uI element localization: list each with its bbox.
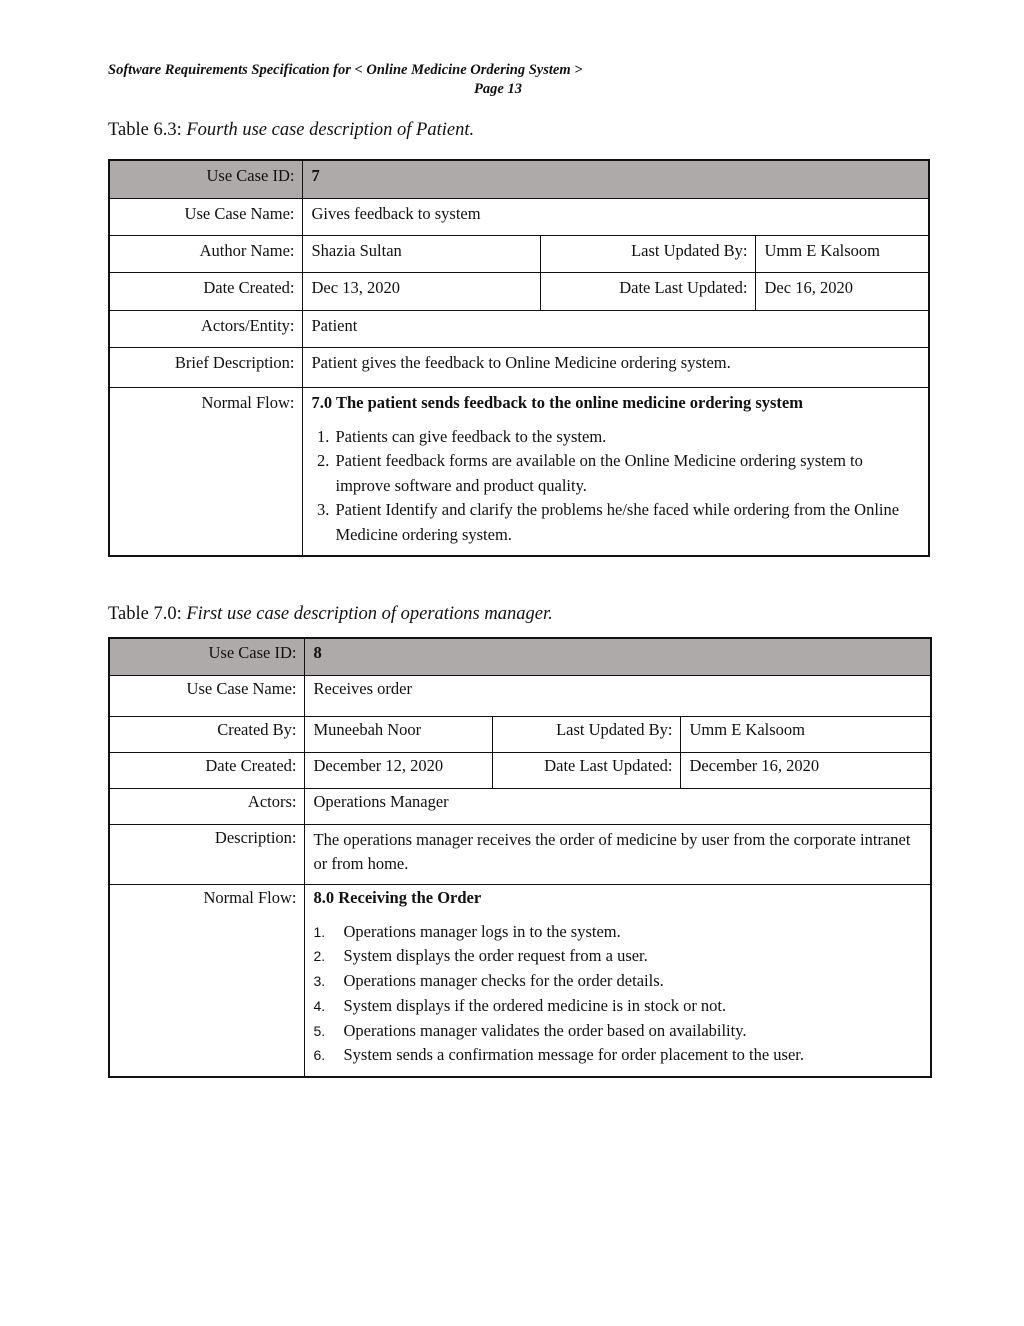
step-number: 6. [313,1047,326,1064]
table-row [109,638,931,675]
step-text: System sends a confirmation message for order placement to the user. [343,1045,804,1065]
date-last-updated-label: Date Last Updated: [540,272,755,310]
normal-flow-content [304,884,931,1077]
list-item: 1. Patients can give feedback to the system. [334,425,920,450]
table-row [109,272,929,310]
description-value: The operations manager receives the order of medicine by user from the corporate intranet or from home. [304,824,931,884]
use-case-name-label: Use Case Name: [109,675,304,716]
list-item [314,1019,922,1044]
use-case-id-value: 7 [302,160,929,198]
use-case-name-label: Use Case Name: [109,198,302,235]
list-item [314,920,922,945]
use-case-name-value: Receives order [304,675,931,716]
last-updated-by-value: Umm E Kalsoom [680,716,931,752]
use-case-id-value: 8 [304,638,931,675]
step-text: Operations manager checks for the order details. [343,971,664,991]
actors-value: Patient [302,310,929,347]
table-row [109,198,929,235]
step-text: System displays if the ordered medicine is in stock or not. [343,995,727,1015]
brief-description-label: Brief Description: [109,347,302,387]
actors-label: Actors/Entity: [109,310,302,347]
created-by-value: Muneebah Noor [304,716,492,752]
date-last-updated-value: Dec 16, 2020 [755,272,929,310]
list-item [314,944,922,969]
table2-caption-prefix: Table 7.0: [108,604,187,624]
document-title: Software Requirements Specification for < Online Medicine Ordering System > [108,62,583,78]
flow-steps-list [314,920,922,1069]
last-updated-by-label: Last Updated By: [492,716,680,752]
table-row [109,347,929,387]
table-row [109,675,931,716]
step-number: 2. [313,948,326,965]
list-item [314,1043,922,1068]
date-last-updated-label: Date Last Updated: [492,752,680,788]
last-updated-by-value: Umm E Kalsoom [755,235,929,272]
page-number: Page 13 [474,81,522,97]
table-row [109,387,929,556]
step-text: System displays the order request from a user. [343,946,648,966]
normal-flow-label: Normal Flow: [109,884,304,1077]
date-created-label: Date Created: [109,752,304,788]
brief-description-value: Patient gives the feedback to Online Medicine ordering system. [302,347,929,387]
step-number: 5. [313,1022,326,1039]
table-row [109,884,931,1077]
step-number: 4. [313,997,326,1014]
table-row [109,788,931,824]
created-by-label: Created By: [109,716,304,752]
table-row [109,310,929,347]
step-text: Operations manager validates the order based on availability. [343,1020,747,1040]
table-row [109,235,929,272]
table2-caption-text: First use case description of operations manager. [186,604,553,624]
flow-steps-list [312,425,920,548]
normal-flow-content [302,387,929,556]
normal-flow-title: 7.0 The patient sends feedback to the online medicine ordering system [311,392,803,412]
normal-flow-title: 8.0 Receiving the Order [313,887,482,907]
use-case-table-8 [108,637,932,1078]
use-case-id-label: Use Case ID: [109,160,302,198]
list-item [314,994,922,1019]
date-created-label: Date Created: [109,272,302,310]
table-row [109,716,931,752]
use-case-table-7 [108,159,930,557]
table1-caption-prefix: Table 6.3: [108,120,187,140]
table-row [109,752,931,788]
step-text: Operations manager logs in to the system. [343,921,621,941]
last-updated-by-label: Last Updated By: [540,235,755,272]
author-value: Shazia Sultan [302,235,540,272]
list-item: 2. Patient feedback forms are available on the Online Medicine ordering system to improve software and product quality. [334,449,920,498]
date-created-value: Dec 13, 2020 [302,272,540,310]
actors-value: Operations Manager [304,788,931,824]
author-label: Author Name: [109,235,302,272]
actors-label: Actors: [109,788,304,824]
list-item: 3. Patient Identify and clarify the problems he/she faced while ordering from the Online Medicine ordering system. [334,498,920,547]
description-label: Description: [109,824,304,884]
table-row [109,824,931,884]
step-number: 1. [313,923,326,940]
use-case-id-label: Use Case ID: [109,638,304,675]
list-item [314,969,922,994]
normal-flow-label: Normal Flow: [109,387,302,556]
table1-caption [108,120,474,141]
step-number: 3. [313,973,326,990]
table2-caption [108,604,553,625]
use-case-name-value: Gives feedback to system [302,198,929,235]
table-row [109,160,929,198]
table1-caption-text: Fourth use case description of Patient. [186,120,475,140]
date-last-updated-value: December 16, 2020 [680,752,931,788]
date-created-value: December 12, 2020 [304,752,492,788]
